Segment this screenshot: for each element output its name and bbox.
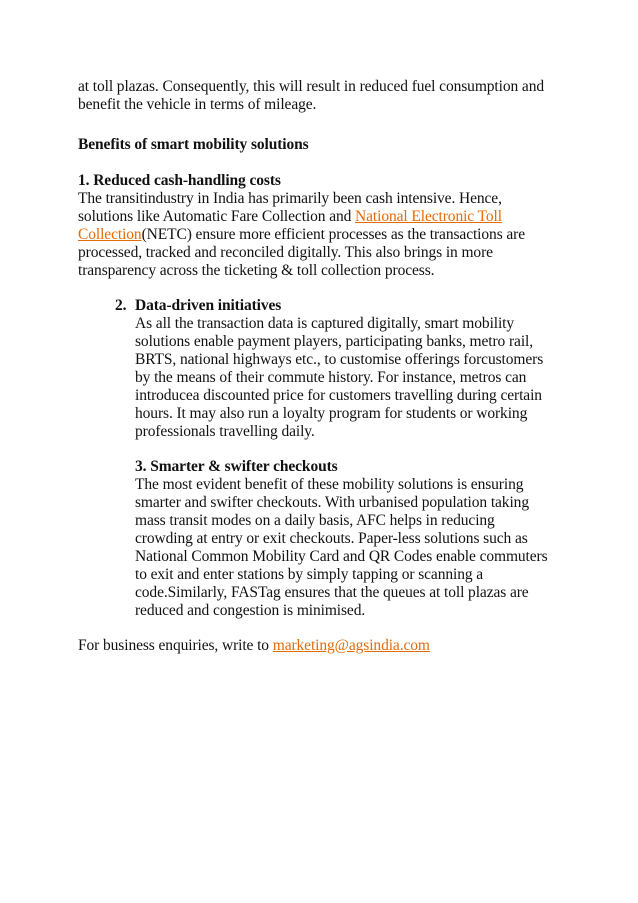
section1-line-4: processed, tracked and reconciled digitally. This also brings in more [78, 244, 493, 261]
section1-line-3 [78, 226, 525, 244]
section3-line-2: smarter and swifter checkouts. With urbanised population taking [135, 494, 529, 511]
section3-line-1: The most evident benefit of these mobility solutions is ensuring [135, 476, 524, 493]
section2-line-5: introducea discounted price for customers travelling during certain [135, 387, 542, 404]
section2-title: Data-driven initiatives [135, 297, 282, 314]
section2-line-3: BRTS, national highways etc., to customise offerings forcustomers [135, 351, 544, 368]
section2-line-6: hours. It may also run a loyalty program for students or working [135, 405, 528, 422]
section1-line-2-text: solutions like Automatic Fare Collection and [78, 208, 356, 225]
section1-line-5: transparency across the ticketing & toll collection process. [78, 262, 435, 279]
section3-line-8: reduced and congestion is minimised. [135, 602, 366, 619]
footer-line [78, 637, 430, 655]
section1-title: 1. Reduced cash-handling costs [78, 172, 281, 189]
section3-line-4: crowding at entry or exit checkouts. Paper-less solutions such as [135, 530, 528, 547]
section3-line-7: code.Similarly, FASTag ensures that the queues at toll plazas are [135, 584, 529, 601]
section-heading: Benefits of smart mobility solutions [78, 136, 309, 153]
section2-line-2: solutions enable payment players, participating banks, metro rail, [135, 333, 534, 350]
section1-line-1: The transitindustry in India has primarily been cash intensive. Hence, [78, 190, 502, 207]
footer-text: For business enquiries, write to [78, 637, 273, 654]
section2-line-7: professionals travelling daily. [135, 423, 315, 440]
netc-link-part-2[interactable]: Collection [78, 226, 142, 243]
intro-line-1: at toll plazas. Consequently, this will result in reduced fuel consumption and [78, 78, 545, 95]
section1-line-3-text: (NETC) ensure more efficient processes as the transactions are [141, 226, 526, 243]
section3-title: 3. Smarter & swifter checkouts [135, 458, 338, 475]
section1-line-2 [78, 208, 502, 226]
netc-link-part-1[interactable]: National Electronic Toll [355, 208, 502, 225]
email-link[interactable]: marketing@agsindia.com [272, 637, 430, 654]
intro-line-2: benefit the vehicle in terms of mileage. [78, 96, 317, 113]
section2-line-4: by the means of their commute history. For instance, metros can [135, 369, 527, 386]
section3-line-5: National Common Mobility Card and QR Codes enable commuters [135, 548, 548, 565]
section3-line-3: mass transit modes on a daily basis, AFC helps in reducing [135, 512, 495, 529]
section2-number: 2. [115, 297, 127, 314]
section3-line-6: to exit and enter stations by simply tapping or scanning a [135, 566, 484, 583]
section2-line-1: As all the transaction data is captured digitally, smart mobility [135, 315, 515, 332]
